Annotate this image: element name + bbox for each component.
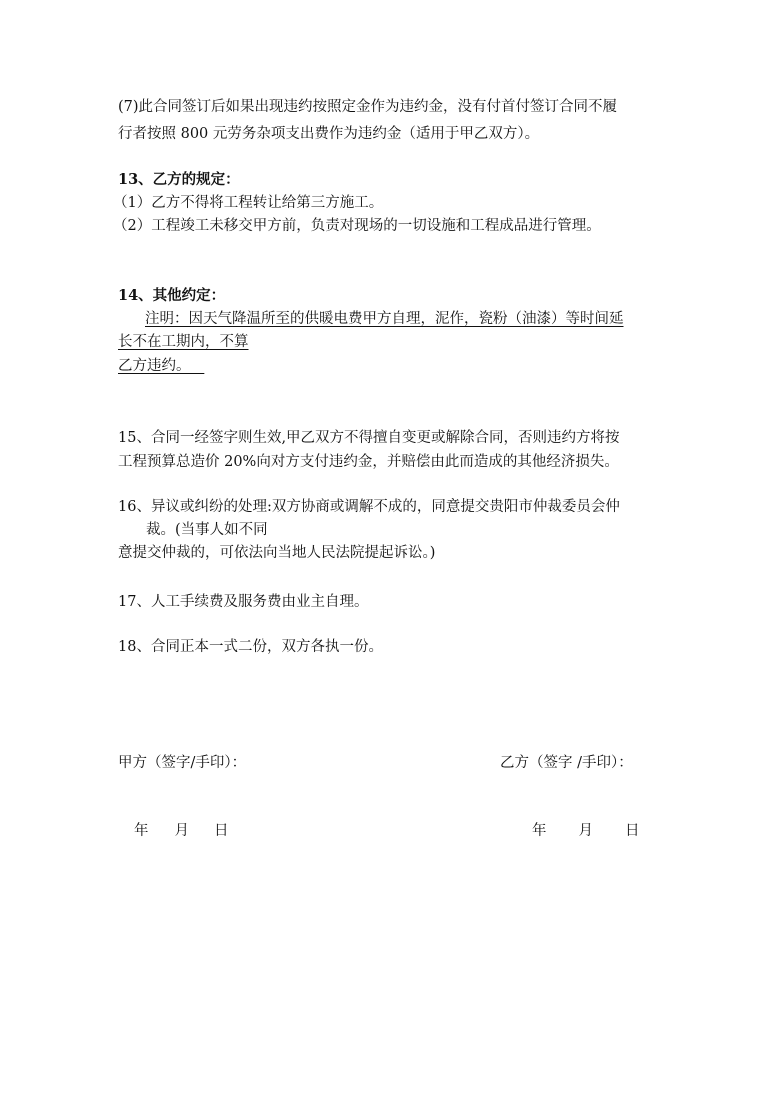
- party-a-date: [134, 821, 229, 841]
- year-label: 年: [134, 823, 149, 839]
- section-15-line-1: 15、合同一经签字则生效,甲乙双方不得擅自变更或解除合同，否则违约方将按: [118, 430, 620, 446]
- section-13-heading: 13、乙方的规定：: [118, 171, 240, 188]
- section-17: 17、人工手续费及服务费由业主自理。: [118, 594, 369, 610]
- section-14-note-line-1: 注明：因天气降温所至的供暖电费甲方自理，泥作，瓷粉（油漆）等时间延: [145, 311, 624, 327]
- clause-7-line-1: (7)此合同签订后如果出现违约按照定金作为违约金，没有付首付签订合同不履: [118, 99, 618, 115]
- section-16-line-1: 16、异议或纠纷的处理:双方协商或调解不成的，同意提交贵阳市仲裁委员会仲: [118, 499, 620, 515]
- party-b-signature-label: 乙方（签字 /手印）：: [500, 755, 633, 771]
- section-14-heading: 14、其他约定：: [118, 287, 226, 304]
- party-a-signature-label: 甲方（签字/手印）：: [118, 755, 247, 771]
- section-16-line-2: 裁。(当事人如不同: [146, 522, 268, 538]
- party-b-date: [532, 821, 640, 841]
- section-14-note-line-3: 乙方违约。: [118, 358, 191, 374]
- section-16-line-3: 意提交仲裁的，可依法向当地人民法院提起诉讼。): [118, 545, 436, 561]
- clause-7-line-2: 行者按照 800 元劳务杂项支出费作为违约金（适用于甲乙双方）。: [118, 126, 540, 142]
- month-label: 月: [174, 823, 189, 839]
- section-13-item-2: （2）工程竣工未移交甲方前，负责对现场的一切设施和工程成品进行管理。: [113, 218, 601, 234]
- day-label: 日: [214, 823, 229, 839]
- section-13-item-1: （1）乙方不得将工程转让给第三方施工。: [113, 195, 384, 211]
- day-label: 日: [625, 823, 640, 839]
- section-15-line-2: 工程预算总造价 20%向对方支付违约金，并赔偿由此而造成的其他经济损失。: [118, 454, 619, 470]
- section-18: 18、合同正本一式二份，双方各执一份。: [118, 639, 383, 655]
- year-label: 年: [532, 823, 547, 839]
- month-label: 月: [578, 823, 593, 839]
- section-14-note-line-2: 长不在工期内，不算: [118, 334, 249, 350]
